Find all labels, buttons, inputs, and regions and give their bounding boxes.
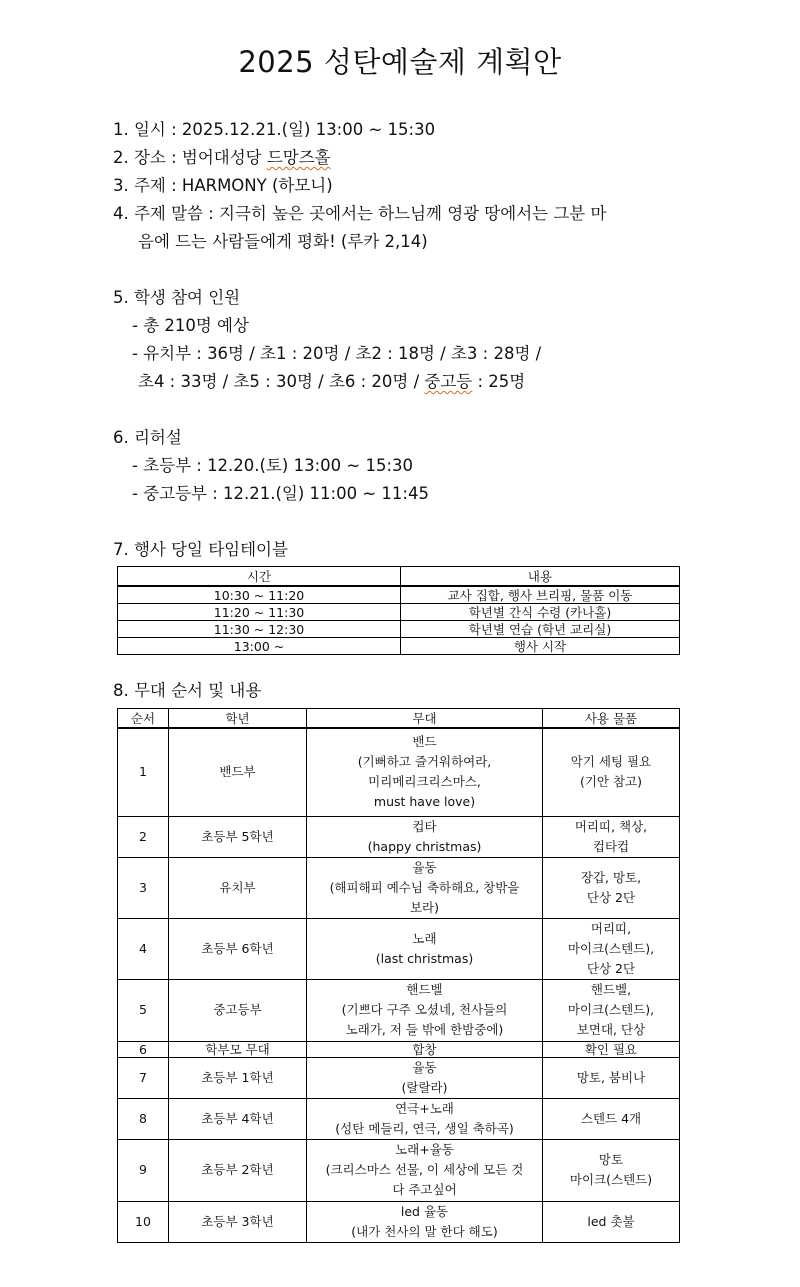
timetable-content xyxy=(401,604,680,621)
timetable-heading: 7. 행사 당일 타임테이블 xyxy=(113,540,288,559)
table-row xyxy=(118,604,680,621)
stage-no-line: 9 xyxy=(139,1162,147,1177)
stage-content xyxy=(307,1098,543,1139)
stage-body xyxy=(118,728,680,1242)
stage-grade-line: 초등부 2학년 xyxy=(201,1162,274,1177)
stage-no-line: 10 xyxy=(135,1213,151,1229)
stage-grade xyxy=(169,979,307,1041)
table-row xyxy=(118,1139,680,1201)
rehearsal-heading: 6. 리허설 xyxy=(113,428,182,447)
stage-header-no: 순서 xyxy=(118,709,169,729)
stage-content xyxy=(307,1201,543,1242)
table-row xyxy=(118,621,680,638)
timetable-time: 13:00 ~ xyxy=(118,638,401,655)
stage-content xyxy=(307,1057,543,1098)
stage-items-line: 확인 필요 xyxy=(584,1041,638,1057)
stage-grade xyxy=(169,728,307,816)
stage-content-line: (해피해피 예수님 축하해요, 창밖을 xyxy=(329,879,520,895)
stage-content-line: 보라) xyxy=(409,899,440,915)
rehearsal-high: - 중고등부 : 12.21.(일) 11:00 ~ 11:45 xyxy=(132,484,429,503)
stage-header-row xyxy=(118,709,680,729)
stage-items-line: 망토, 붐비나 xyxy=(576,1069,646,1085)
stage-items xyxy=(543,816,680,857)
stage-header-stage: 무대 xyxy=(307,709,543,729)
timetable-content: 학년별 연습 (학년 교리실) xyxy=(401,621,680,638)
stage-items xyxy=(543,979,680,1041)
stage-grade xyxy=(169,1201,307,1242)
stage-content xyxy=(307,816,543,857)
stage-grade-line: 초등부 6학년 xyxy=(201,940,274,956)
stage-items xyxy=(543,1139,680,1201)
table-row xyxy=(118,1057,680,1098)
timetable-content: 교사 집합, 행사 브리핑, 물품 이동 xyxy=(401,586,680,604)
stage-no-line: 2 xyxy=(139,828,147,844)
stage-content-line: (랄랄라) xyxy=(401,1079,448,1095)
stage-no-line: 1 xyxy=(139,764,147,780)
stage-content-line: 합창 xyxy=(412,1041,437,1057)
timetable-time: 10:30 ~ 11:20 xyxy=(118,586,401,604)
table-row xyxy=(118,1041,680,1057)
stage-content xyxy=(307,979,543,1041)
stage-heading: 8. 무대 순서 및 내용 xyxy=(113,681,262,700)
stage-items-line: 보면대, 단상 xyxy=(576,1022,646,1037)
stage-content-line: (기쁘다 구주 오셨네, 천사들의 xyxy=(341,1002,508,1017)
table-row xyxy=(118,586,680,604)
stage-grade xyxy=(169,918,307,979)
table-row xyxy=(118,857,680,918)
table-row xyxy=(118,918,680,979)
stage-no xyxy=(118,918,169,979)
place-hall: 드망즈홀 xyxy=(266,148,331,167)
page-title: 2025 성탄예술제 계획안 xyxy=(238,45,562,79)
stage-content-line: (성탄 메들리, 연극, 생일 축하곡) xyxy=(335,1120,514,1136)
stage-no xyxy=(118,1041,169,1057)
place-prefix: 2. 장소 : 범어대성당 xyxy=(113,148,267,167)
stage-no xyxy=(118,857,169,918)
table-row xyxy=(118,638,680,655)
stage-content-line: led 율동 xyxy=(400,1203,449,1219)
stage-content-line: 노래가, 저 들 밖에 한밤중에) xyxy=(345,1022,504,1037)
stage-header-items: 사용 물품 xyxy=(543,709,680,729)
verse-line-2: 음에 드는 사람들에게 평화! (루카 2,14) xyxy=(138,232,428,251)
stage-content-line: must have love) xyxy=(373,794,476,810)
stage-items-line: led 촛불 xyxy=(587,1213,635,1229)
stage-items-line: 단상 2단 xyxy=(586,960,636,976)
date-line: 1. 일시 : 2025.12.21.(일) 13:00 ~ 15:30 xyxy=(113,120,436,139)
table-row xyxy=(118,979,680,1041)
stage-no-line: 4 xyxy=(139,940,147,956)
stage-grade-line: 밴드부 xyxy=(219,764,256,780)
stage-grade xyxy=(169,1098,307,1139)
stage-no xyxy=(118,979,169,1041)
stage-items xyxy=(543,1201,680,1242)
stage-content xyxy=(307,1041,543,1057)
stage-content-line: (내가 천사의 말 한다 해도) xyxy=(351,1223,498,1239)
table-row xyxy=(118,1201,680,1242)
timetable-header-time: 시간 xyxy=(118,567,401,587)
stage-items xyxy=(543,728,680,816)
stage-no xyxy=(118,1201,169,1242)
stage-items-line: 머리띠, 책상, xyxy=(574,818,648,834)
students-line-1: - 유치부 : 36명 / 초1 : 20명 / 초2 : 18명 / 초3 : 28명 / xyxy=(132,344,542,363)
stage-grade-line: 초등부 3학년 xyxy=(201,1213,274,1229)
stage-items-line: 망토 xyxy=(598,1152,624,1167)
stage-no xyxy=(118,1057,169,1098)
stage-content xyxy=(307,728,543,816)
stage-no xyxy=(118,1139,169,1201)
stage-items-line: 마이크(스텐드) xyxy=(569,1172,653,1187)
students-line-2 xyxy=(138,368,525,392)
stage-items xyxy=(543,1098,680,1139)
stage-items-line: 컵타컵 xyxy=(592,838,630,854)
students-line-2-c: : 25명 xyxy=(472,372,526,391)
stage-grade-line: 학부모 무대 xyxy=(205,1041,270,1057)
stage-items-line: 마이크(스텐드), xyxy=(567,940,655,956)
stage-no-line: 8 xyxy=(139,1110,147,1126)
stage-items-line: (기안 참고) xyxy=(579,774,643,790)
table-row xyxy=(118,1098,680,1139)
stage-content xyxy=(307,918,543,979)
stage-grade xyxy=(169,1057,307,1098)
stage-content-line: 밴드 xyxy=(412,734,437,750)
stage-grade xyxy=(169,1139,307,1201)
stage-header-grade: 학년 xyxy=(169,709,307,729)
stage-items xyxy=(543,918,680,979)
stage-content-line: 율동 xyxy=(412,1059,437,1075)
stage-items xyxy=(543,1057,680,1098)
stage-no xyxy=(118,816,169,857)
stage-grade-line: 초등부 1학년 xyxy=(201,1069,274,1085)
stage-content-line: 미리메리크리스마스, xyxy=(368,774,481,790)
table-row xyxy=(118,728,680,816)
stage-items-line: 핸드벨, xyxy=(590,982,632,997)
stage-content-line: 노래 xyxy=(412,930,437,946)
stage-items xyxy=(543,1041,680,1057)
timetable-header-content: 내용 xyxy=(401,567,680,587)
stage-no-line: 7 xyxy=(139,1069,147,1085)
students-line-2-b: 중고등 xyxy=(424,372,473,391)
stage-grade-line: 중고등부 xyxy=(213,1002,262,1017)
stage-no xyxy=(118,728,169,816)
timetable-time: 11:20 ~ 11:30 xyxy=(118,604,401,621)
theme-line: 3. 주제 : HARMONY (하모니) xyxy=(113,176,333,195)
stage-content-line: 율동 xyxy=(412,859,437,875)
stage-content xyxy=(307,1139,543,1201)
stage-content-line: 다 주고싶어 xyxy=(392,1182,457,1197)
stage-content-line: 연극+노래 xyxy=(395,1100,454,1116)
table-row xyxy=(118,816,680,857)
stage-grade-line: 초등부 4학년 xyxy=(201,1110,274,1126)
students-heading: 5. 학생 참여 인원 xyxy=(113,288,241,307)
timetable-content: 행사 시작 xyxy=(401,638,680,655)
timetable xyxy=(117,566,680,655)
stage-content-line: (기뻐하고 즐거워하여라, xyxy=(357,754,492,770)
stage-no-line: 5 xyxy=(139,1002,147,1017)
stage-items-line: 머리띠, xyxy=(590,920,632,936)
stage-items-line: 단상 2단 xyxy=(586,889,636,905)
timetable-time: 11:30 ~ 12:30 xyxy=(118,621,401,638)
stage-grade xyxy=(169,816,307,857)
stage-no xyxy=(118,1098,169,1139)
stage-items-line: 악기 세팅 필요 xyxy=(570,754,652,770)
stage-items-line: 스텐드 4개 xyxy=(580,1110,642,1126)
stage-content-line: 컵타 xyxy=(412,818,437,834)
stage-grade xyxy=(169,1041,307,1057)
stage-content-line: (last christmas) xyxy=(375,950,474,966)
stage-grade xyxy=(169,857,307,918)
stage-content-line: (happy christmas) xyxy=(367,838,482,854)
stage-content-line: (크리스마스 선물, 이 세상에 모든 것 xyxy=(325,1162,524,1177)
stage-items-line: 마이크(스텐드), xyxy=(567,1002,655,1017)
stage-grade-line: 유치부 xyxy=(219,879,256,895)
stage-no-line: 6 xyxy=(139,1041,147,1057)
stage-table xyxy=(117,708,680,1243)
stage-no-line: 3 xyxy=(139,879,147,895)
timetable-header-row xyxy=(118,567,680,587)
timetable-content-text: 학년별 간식 수령 (카나홀) xyxy=(468,604,612,620)
place-line xyxy=(113,144,331,168)
stage-content-line: 핸드벨 xyxy=(406,982,443,997)
stage-items-line: 장갑, 망토, xyxy=(580,869,642,885)
stage-content xyxy=(307,857,543,918)
students-total: - 총 210명 예상 xyxy=(132,316,249,335)
stage-grade-line: 초등부 5학년 xyxy=(201,828,274,844)
rehearsal-elem: - 초등부 : 12.20.(토) 13:00 ~ 15:30 xyxy=(132,456,414,475)
students-line-2-a: 초4 : 33명 / 초5 : 30명 / 초6 : 20명 / xyxy=(138,372,425,391)
stage-content-line: 노래+율동 xyxy=(395,1142,454,1157)
verse-line-1: 4. 주제 말씀 : 지극히 높은 곳에서는 하느님께 영광 땅에서는 그분 마 xyxy=(113,204,607,223)
stage-items xyxy=(543,857,680,918)
